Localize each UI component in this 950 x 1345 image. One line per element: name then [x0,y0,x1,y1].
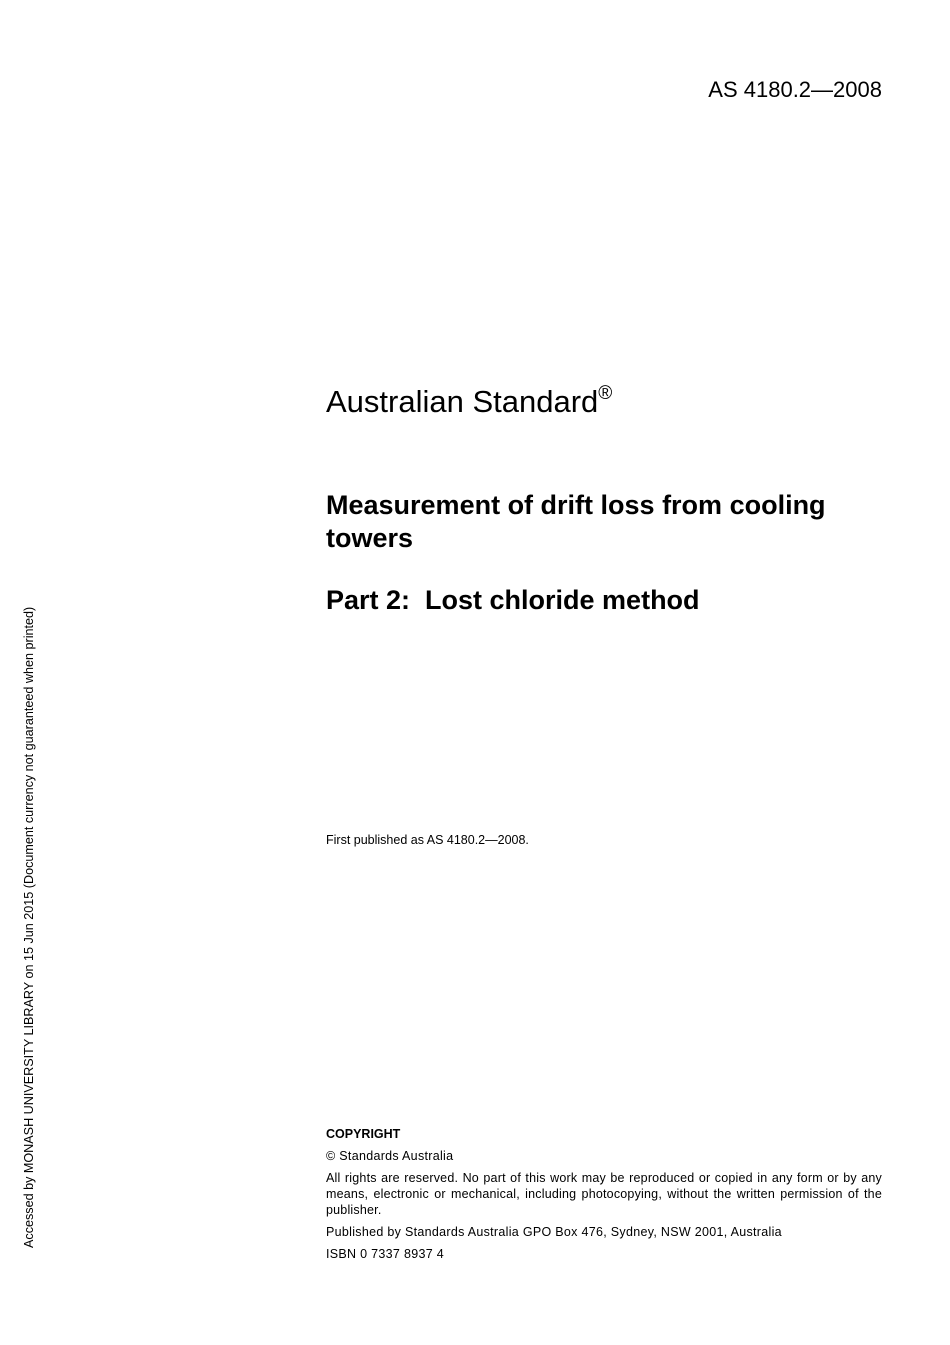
document-number: AS 4180.2—2008 [708,77,882,102]
series-title-text: Australian Standard [326,384,599,419]
rights-statement: All rights are reserved. No part of this work may be reproduced or copied in any form or by any means, electronic or mechanical, including photocopying, without the written permission of the publisher. [326,1171,882,1217]
copyright-holder: © Standards Australia [326,1149,454,1163]
document-title: Measurement of drift loss from cooling towers [326,490,826,553]
series-title [326,382,882,422]
registered-mark: ® [598,383,613,404]
publisher-address: Published by Standards Australia GPO Box 476, Sydney, NSW 2001, Australia [326,1225,782,1239]
first-published-note: First published as AS 4180.2—2008. [326,833,529,847]
part-title: Part 2: Lost chloride method [326,585,700,615]
copyright-block [326,1126,882,1268]
access-watermark-note: Accessed by MONASH UNIVERSITY LIBRARY on 15 Jun 2015 (Document currency not guaranteed when printed) [22,606,36,1248]
isbn: ISBN 0 7337 8937 4 [326,1247,444,1261]
copyright-heading: COPYRIGHT [326,1127,401,1141]
